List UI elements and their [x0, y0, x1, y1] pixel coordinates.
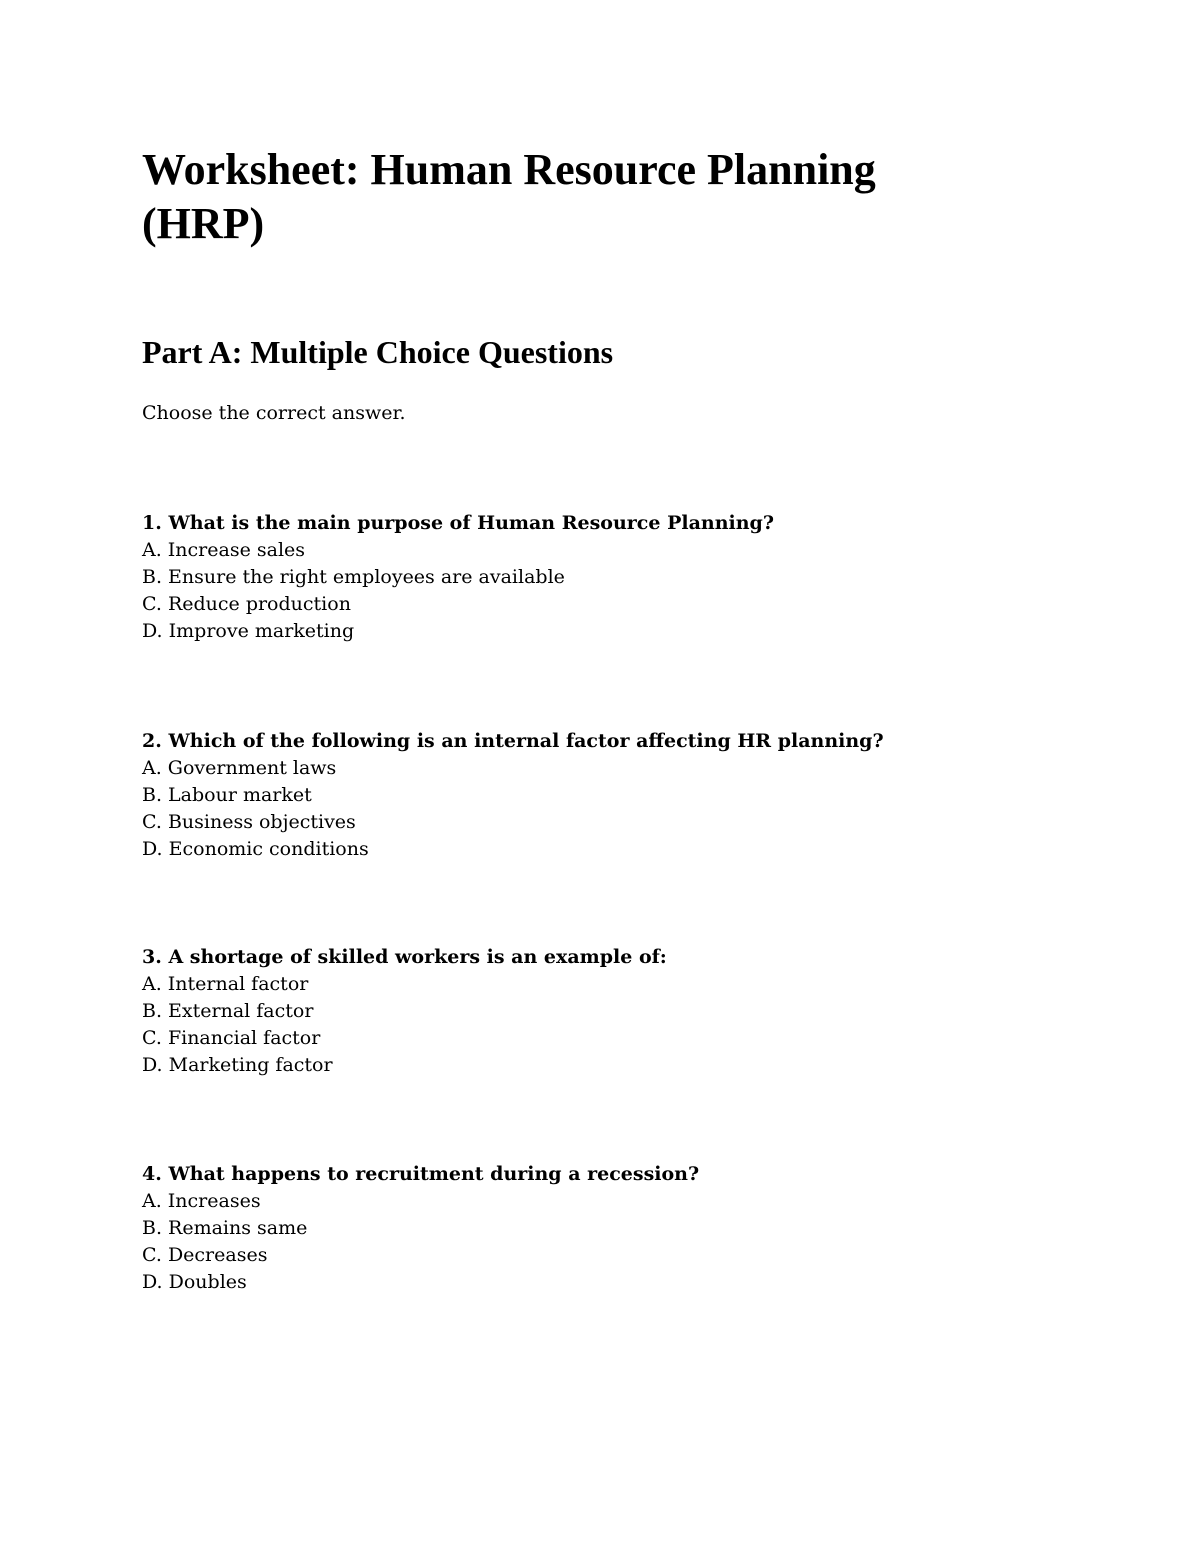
question-3-option-c: C. Financial factor	[142, 1027, 321, 1049]
question-1	[142, 510, 1042, 645]
question-2-option-c: C. Business objectives	[142, 811, 356, 833]
question-4-text: 4. What happens to recruitment during a recession?	[142, 1163, 700, 1185]
question-1-text: 1. What is the main purpose of Human Resource Planning?	[142, 512, 774, 534]
question-3-option-b: B. External factor	[142, 1000, 314, 1022]
question-1-option-c: C. Reduce production	[142, 593, 351, 615]
question-4-option-d: D. Doubles	[142, 1271, 247, 1293]
question-3-option-a: A. Internal factor	[142, 973, 309, 995]
worksheet-title: Worksheet: Human Resource Planning (HRP)	[142, 145, 876, 248]
question-1-option-b: B. Ensure the right employees are available	[142, 566, 565, 588]
question-2-option-b: B. Labour market	[142, 784, 312, 806]
question-3	[142, 944, 1042, 1079]
instruction-text: Choose the correct answer.	[142, 402, 406, 424]
part-a-heading: Part A: Multiple Choice Questions	[142, 334, 614, 370]
question-3-option-d: D. Marketing factor	[142, 1054, 333, 1076]
question-3-text: 3. A shortage of skilled workers is an example of:	[142, 946, 667, 968]
question-2-option-d: D. Economic conditions	[142, 838, 369, 860]
question-4-option-a: A. Increases	[142, 1190, 261, 1212]
question-2-option-a: A. Government laws	[142, 757, 337, 779]
question-1-option-d: D. Improve marketing	[142, 620, 355, 642]
question-4-option-c: C. Decreases	[142, 1244, 268, 1266]
question-1-option-a: A. Increase sales	[142, 539, 306, 561]
question-2-text: 2. Which of the following is an internal factor affecting HR planning?	[142, 730, 884, 752]
question-2	[142, 728, 1042, 863]
question-4	[142, 1161, 1042, 1296]
question-4-option-b: B. Remains same	[142, 1217, 308, 1239]
